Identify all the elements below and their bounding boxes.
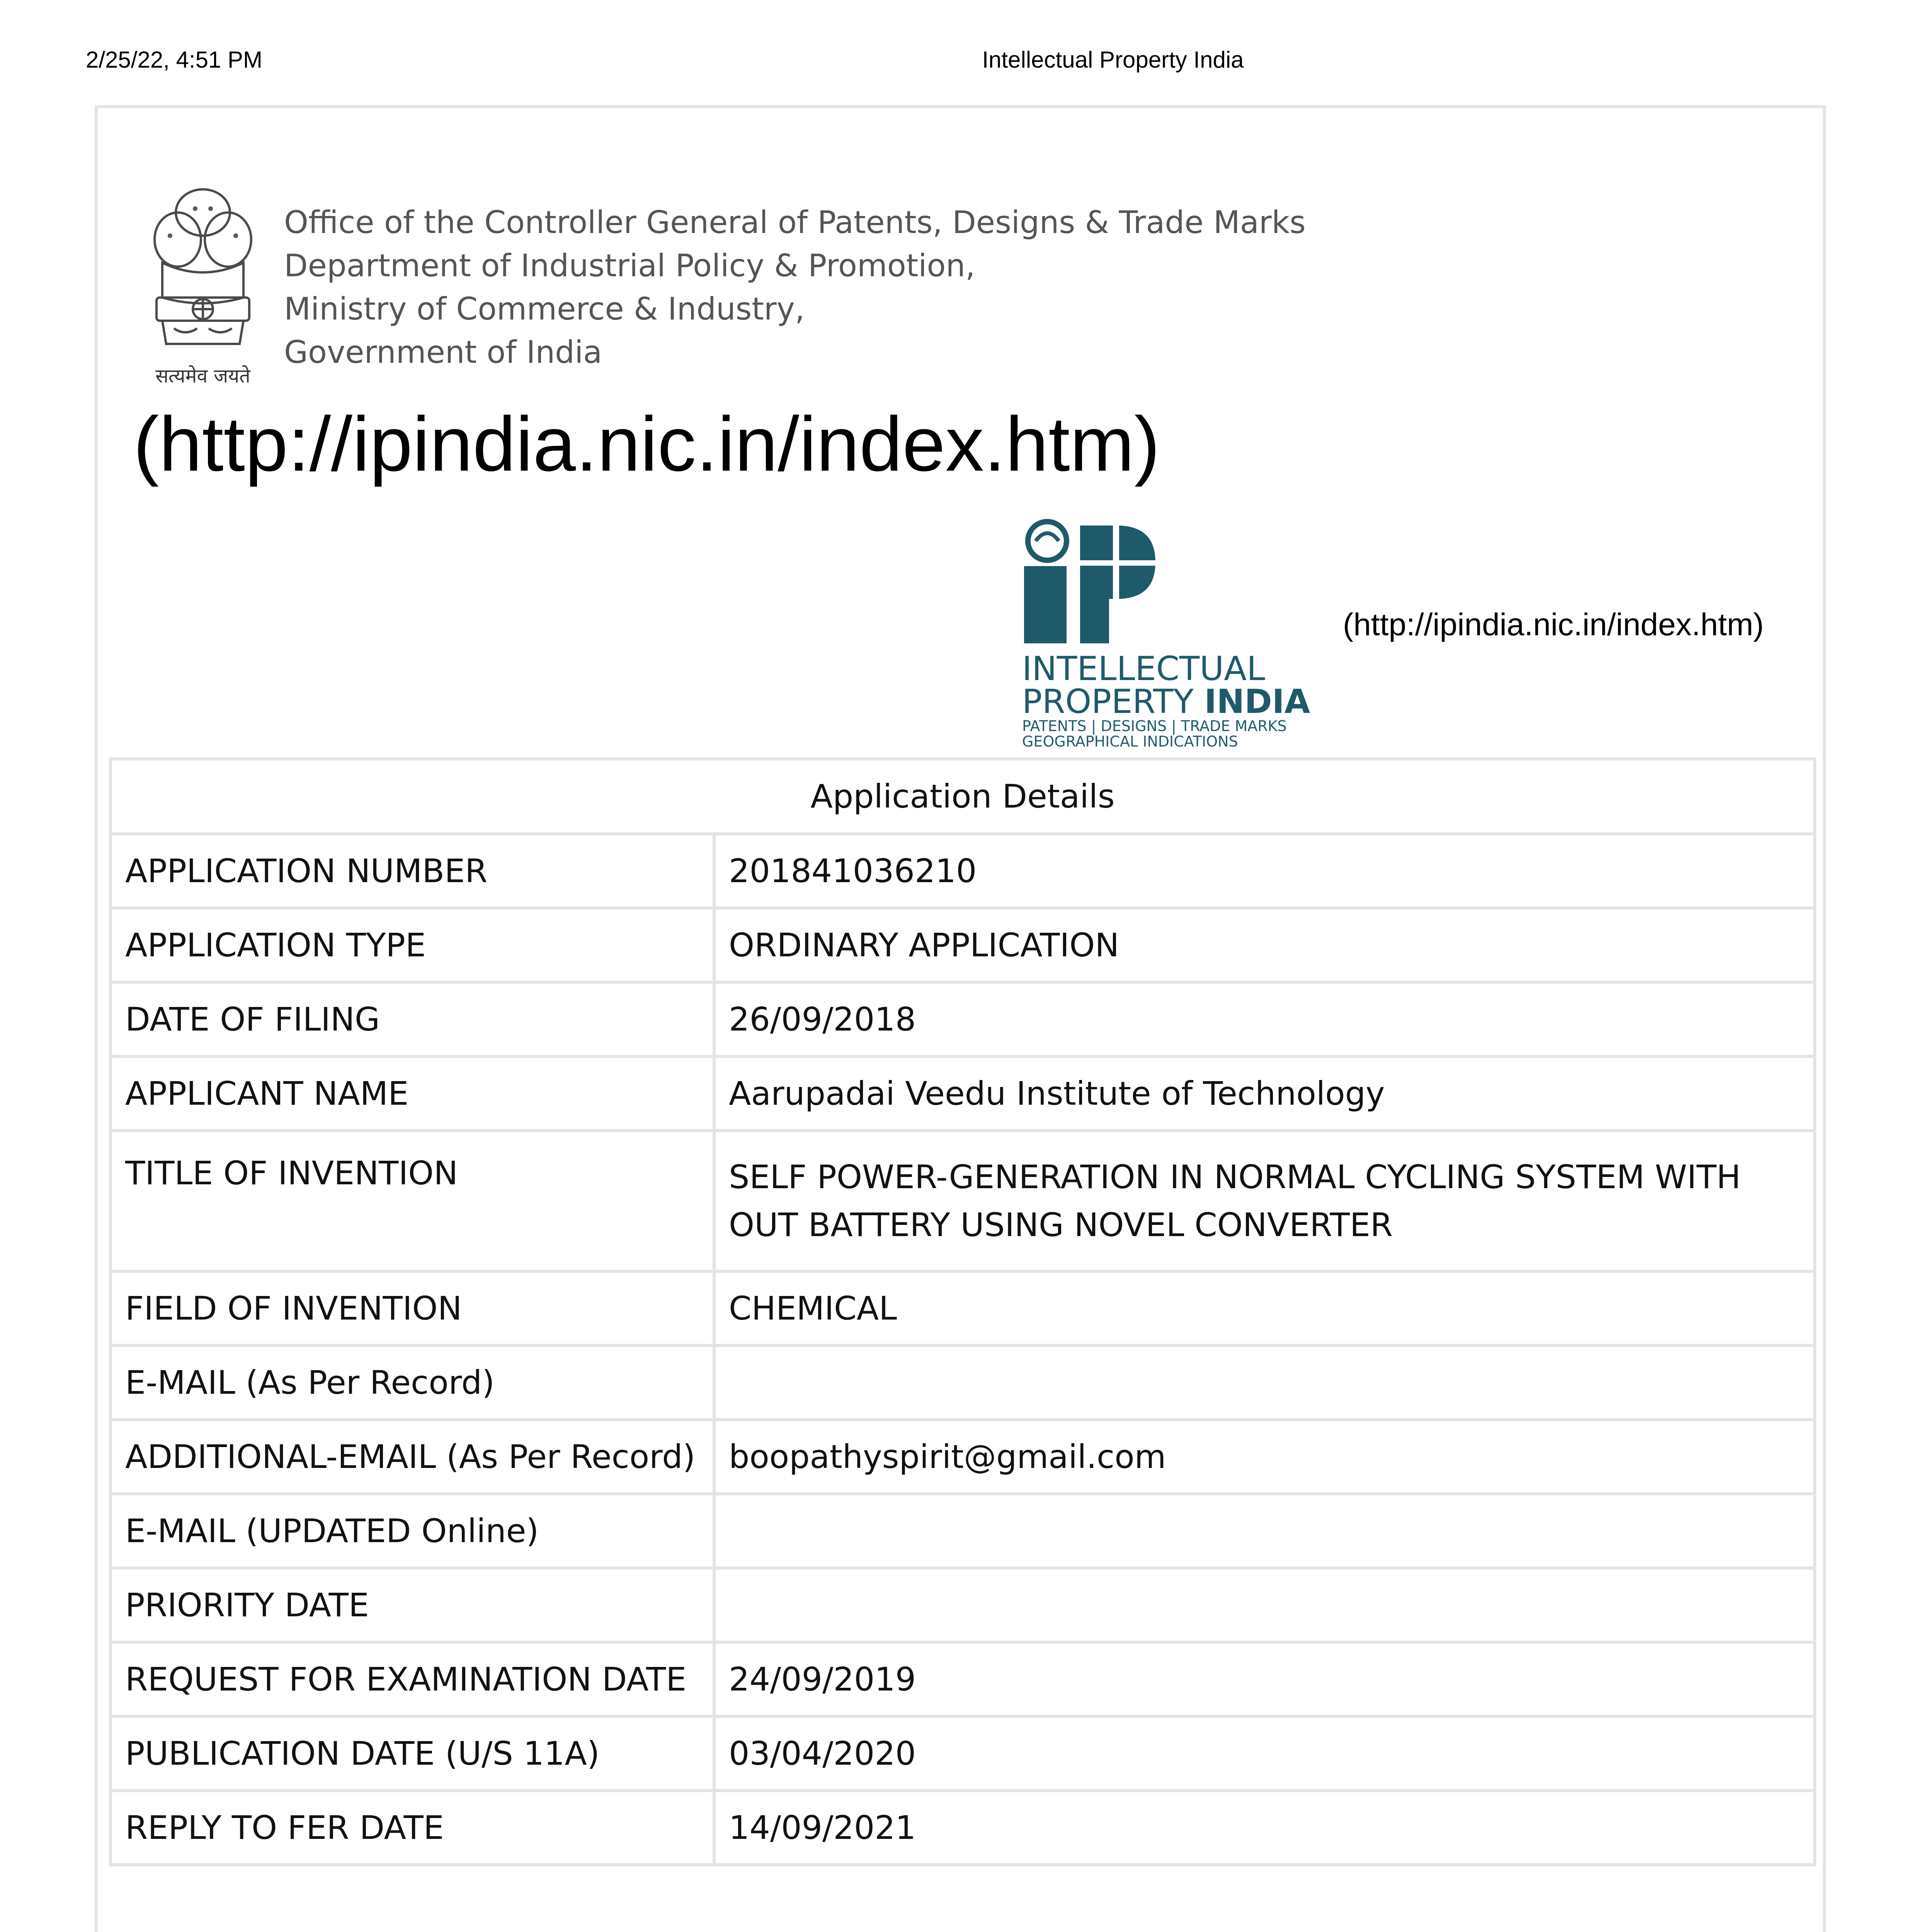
detail-value: CHEMICAL	[714, 1271, 1815, 1345]
application-details-title: Application Details	[111, 759, 1815, 834]
detail-value	[714, 1568, 1815, 1642]
emblem-caption: सत्यमेव जयते	[155, 365, 250, 387]
detail-value: boopathyspirit@gmail.com	[714, 1420, 1815, 1494]
logo-line-3: PATENTS | DESIGNS | TRADE MARKS	[1022, 718, 1287, 735]
detail-label: PRIORITY DATE	[111, 1568, 714, 1642]
ip-india-logo-mark-icon	[1024, 518, 1159, 649]
office-line-1: Office of the Controller General of Patents, Designs & Trade Marks	[284, 204, 1306, 240]
table-row	[111, 1345, 1815, 1420]
detail-value: 26/09/2018	[714, 982, 1815, 1056]
detail-label: ADDITIONAL-EMAIL (As Per Record)	[111, 1420, 714, 1494]
detail-label: APPLICANT NAME	[111, 1056, 714, 1131]
detail-value: SELF POWER-GENERATION IN NORMAL CYCLING SYSTEM WITH OUT BATTERY USING NOVEL CONVERTER	[714, 1131, 1815, 1271]
detail-value: Aarupadai Veedu Institute of Technology	[714, 1056, 1815, 1131]
detail-label: REQUEST FOR EXAMINATION DATE	[111, 1642, 714, 1716]
table-row	[111, 1642, 1815, 1716]
logo-link[interactable]: (http://ipindia.nic.in/index.htm)	[1343, 607, 1764, 642]
detail-label: FIELD OF INVENTION	[111, 1271, 714, 1345]
logo-line-2a: PROPERTY	[1022, 682, 1194, 721]
detail-value: 14/09/2021	[714, 1791, 1815, 1865]
detail-label: DATE OF FILING	[111, 982, 714, 1056]
table-row	[111, 1568, 1815, 1642]
table-row	[111, 1131, 1815, 1271]
detail-value: 03/04/2020	[714, 1716, 1815, 1791]
office-line-4: Government of India	[284, 334, 602, 370]
detail-label: REPLY TO FER DATE	[111, 1791, 714, 1865]
detail-label: E-MAIL (UPDATED Online)	[111, 1494, 714, 1568]
detail-value	[714, 1494, 1815, 1568]
logo-line-4: GEOGRAPHICAL INDICATIONS	[1022, 733, 1238, 750]
office-line-2: Department of Industrial Policy & Promotion,	[284, 248, 975, 284]
detail-value: ORDINARY APPLICATION	[714, 908, 1815, 982]
detail-label: APPLICATION NUMBER	[111, 834, 714, 908]
detail-label: E-MAIL (As Per Record)	[111, 1345, 714, 1420]
office-line-3: Ministry of Commerce & Industry,	[284, 291, 805, 327]
detail-label: PUBLICATION DATE (U/S 11A)	[111, 1716, 714, 1791]
table-row	[111, 1420, 1815, 1494]
table-row	[111, 1791, 1815, 1865]
table-row	[111, 1494, 1815, 1568]
detail-label: TITLE OF INVENTION	[111, 1131, 714, 1271]
national-emblem-icon	[139, 182, 267, 398]
print-header	[0, 46, 1914, 81]
detail-value	[714, 1345, 1815, 1420]
table-row	[111, 1271, 1815, 1345]
print-datetime: 2/25/22, 4:51 PM	[86, 47, 262, 73]
table-row	[111, 908, 1815, 982]
svg-text:PROPERTY INDIA	[1022, 682, 1310, 721]
office-title-block	[284, 201, 1306, 374]
logo-line-2b: INDIA	[1204, 682, 1310, 721]
logo-line-1: INTELLECTUAL	[1022, 650, 1266, 688]
detail-value: 24/09/2019	[714, 1642, 1815, 1716]
table-row	[111, 982, 1815, 1056]
application-details-table	[109, 757, 1816, 1866]
detail-value: 201841036210	[714, 834, 1815, 908]
detail-label: APPLICATION TYPE	[111, 908, 714, 982]
table-row	[111, 1056, 1815, 1131]
home-link[interactable]: (http://ipindia.nic.in/index.htm)	[133, 401, 1160, 487]
ip-india-logo[interactable]	[1020, 518, 1337, 750]
table-row	[111, 834, 1815, 908]
print-page-title: Intellectual Property India	[982, 47, 1244, 73]
table-row	[111, 1716, 1815, 1791]
